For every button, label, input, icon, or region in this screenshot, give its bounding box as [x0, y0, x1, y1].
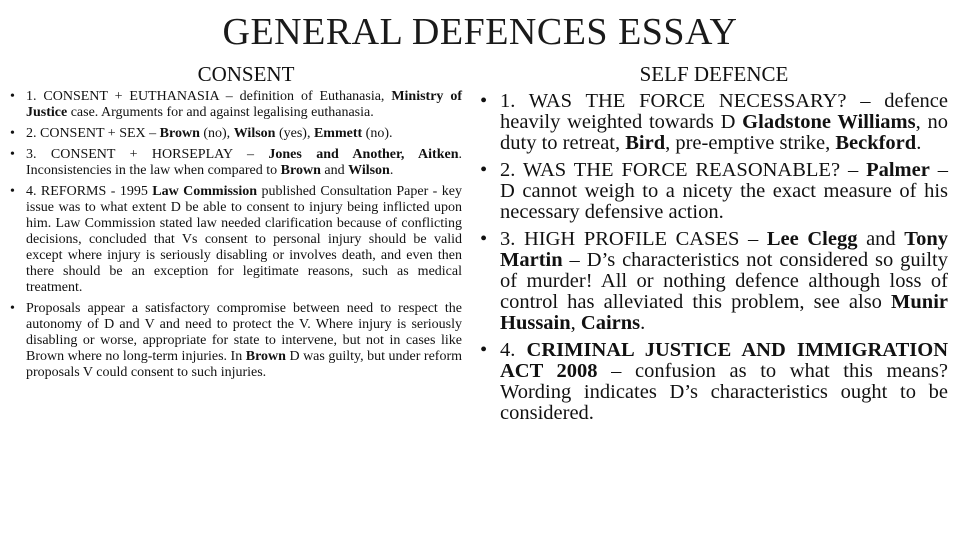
- case-name: Brown: [245, 349, 286, 364]
- case-name: Gladstone Williams: [742, 111, 916, 133]
- self-defence-item-2-text: [500, 159, 948, 223]
- consent-item-1-text: [26, 89, 462, 121]
- consent-item-4-text: [26, 184, 462, 296]
- case-name: Emmett: [313, 126, 363, 141]
- case-name: Cairns: [580, 312, 641, 334]
- case-name: Wilson: [348, 163, 390, 178]
- consent-item-1: [10, 89, 462, 121]
- self-defence-column: [480, 62, 948, 430]
- consent-item-5: [10, 301, 462, 381]
- text-run: – D cannot weigh to a nicety the exact measure of his necessary defensive action.: [500, 159, 948, 223]
- text-run: 1. WAS THE FORCE NECESSARY? – defence heavily weighted towards D: [500, 90, 948, 133]
- consent-item-3-text: [26, 147, 462, 179]
- case-name: Wilson: [233, 126, 276, 141]
- self-defence-item-1-text: [500, 90, 948, 154]
- text-run: .: [916, 132, 922, 154]
- case-name: Brown: [159, 126, 200, 141]
- consent-heading: CONSENT: [197, 62, 295, 86]
- case-name: Law Commission: [152, 184, 258, 199]
- case-name: Tony Martin: [500, 228, 948, 271]
- case-name: Jones and Another, Aitken: [268, 147, 459, 162]
- text-run: 4. REFORMS - 1995: [26, 184, 153, 199]
- consent-item-5-text: [26, 301, 462, 381]
- text-run: D was guilty, but under reform proposals V could consent to such injuries.: [26, 349, 462, 380]
- text-run: 2. CONSENT + SEX –: [26, 126, 160, 141]
- case-name: Beckford: [835, 132, 917, 154]
- consent-list: [10, 89, 462, 381]
- text-run: 3. HIGH PROFILE CASES –: [500, 228, 767, 250]
- text-run: – confusion as to what this means? Wording indicates D’s characteristics ought to be considered.: [500, 360, 948, 424]
- text-run: 4.: [500, 339, 527, 361]
- text-run: ,: [570, 312, 581, 334]
- self-defence-item-3-text: [500, 228, 948, 334]
- text-run: (no).: [362, 126, 393, 141]
- self-defence-item-1: [480, 91, 948, 154]
- text-run: Proposals appear a satisfactory compromise between need to respect the autonomy of D and V and need to protect the V. Where injury is seriously disabling or worse, appropriate for state to intervene, but not in cases like Brown where no long-term injuries. In: [26, 301, 462, 364]
- case-name: CRIMINAL JUSTICE AND IMMIGRATION ACT 2008: [500, 339, 948, 382]
- self-defence-item-4-text: [500, 339, 948, 424]
- text-run: – D’s characteristics not considered so guilty of murder! All or nothing defence although loss of control has alleviated this problem, see also: [500, 249, 948, 313]
- consent-item-4: [10, 184, 462, 296]
- consent-item-2-text: [26, 126, 462, 142]
- text-run: .: [389, 163, 394, 178]
- page-title: GENERAL DEFENCES ESSAY: [222, 11, 738, 53]
- self-defence-list: [480, 91, 948, 424]
- consent-column: [10, 62, 462, 386]
- text-run: , no duty to retreat,: [500, 111, 948, 154]
- text-run: 2. WAS THE FORCE REASONABLE? –: [500, 159, 867, 181]
- text-run: and: [857, 228, 905, 250]
- case-name: Bird: [625, 132, 666, 154]
- text-run: .: [640, 312, 646, 334]
- self-defence-item-3: [480, 229, 948, 334]
- self-defence-item-4: [480, 340, 948, 424]
- case-name: Lee Clegg: [766, 228, 858, 250]
- case-name: Munir Hussain: [500, 291, 948, 334]
- text-run: case. Arguments for and against legalising euthanasia.: [67, 105, 374, 120]
- text-run: 3. CONSENT + HORSEPLAY –: [26, 147, 269, 162]
- text-run: . Inconsistencies in the law when compared to: [26, 147, 462, 178]
- case-name: Ministry of Justice: [26, 89, 462, 120]
- self-defence-heading: SELF DEFENCE: [639, 62, 789, 86]
- case-name: Brown: [280, 163, 321, 178]
- self-defence-item-2: [480, 160, 948, 223]
- case-name: Palmer: [866, 159, 930, 181]
- text-run: and: [320, 163, 349, 178]
- consent-item-2: [10, 126, 462, 142]
- text-run: 1. CONSENT + EUTHANASIA – definition of Euthanasia,: [26, 89, 392, 104]
- text-run: (no),: [199, 126, 234, 141]
- text-run: published Consultation Paper - key issue was to what extent D be able to consent to injury being inflicted upon him. Law Commission stated law needed clarification because of conflicting decisions, concluded that Vs consent to personal injury should be valid except where injury is seriously disabling or involves death, and even then there should be an exception for legitimate reasons, such as medical treatment.: [26, 184, 462, 295]
- consent-item-3: [10, 147, 462, 179]
- text-run: (yes),: [275, 126, 314, 141]
- text-run: , pre-emptive strike,: [665, 132, 836, 154]
